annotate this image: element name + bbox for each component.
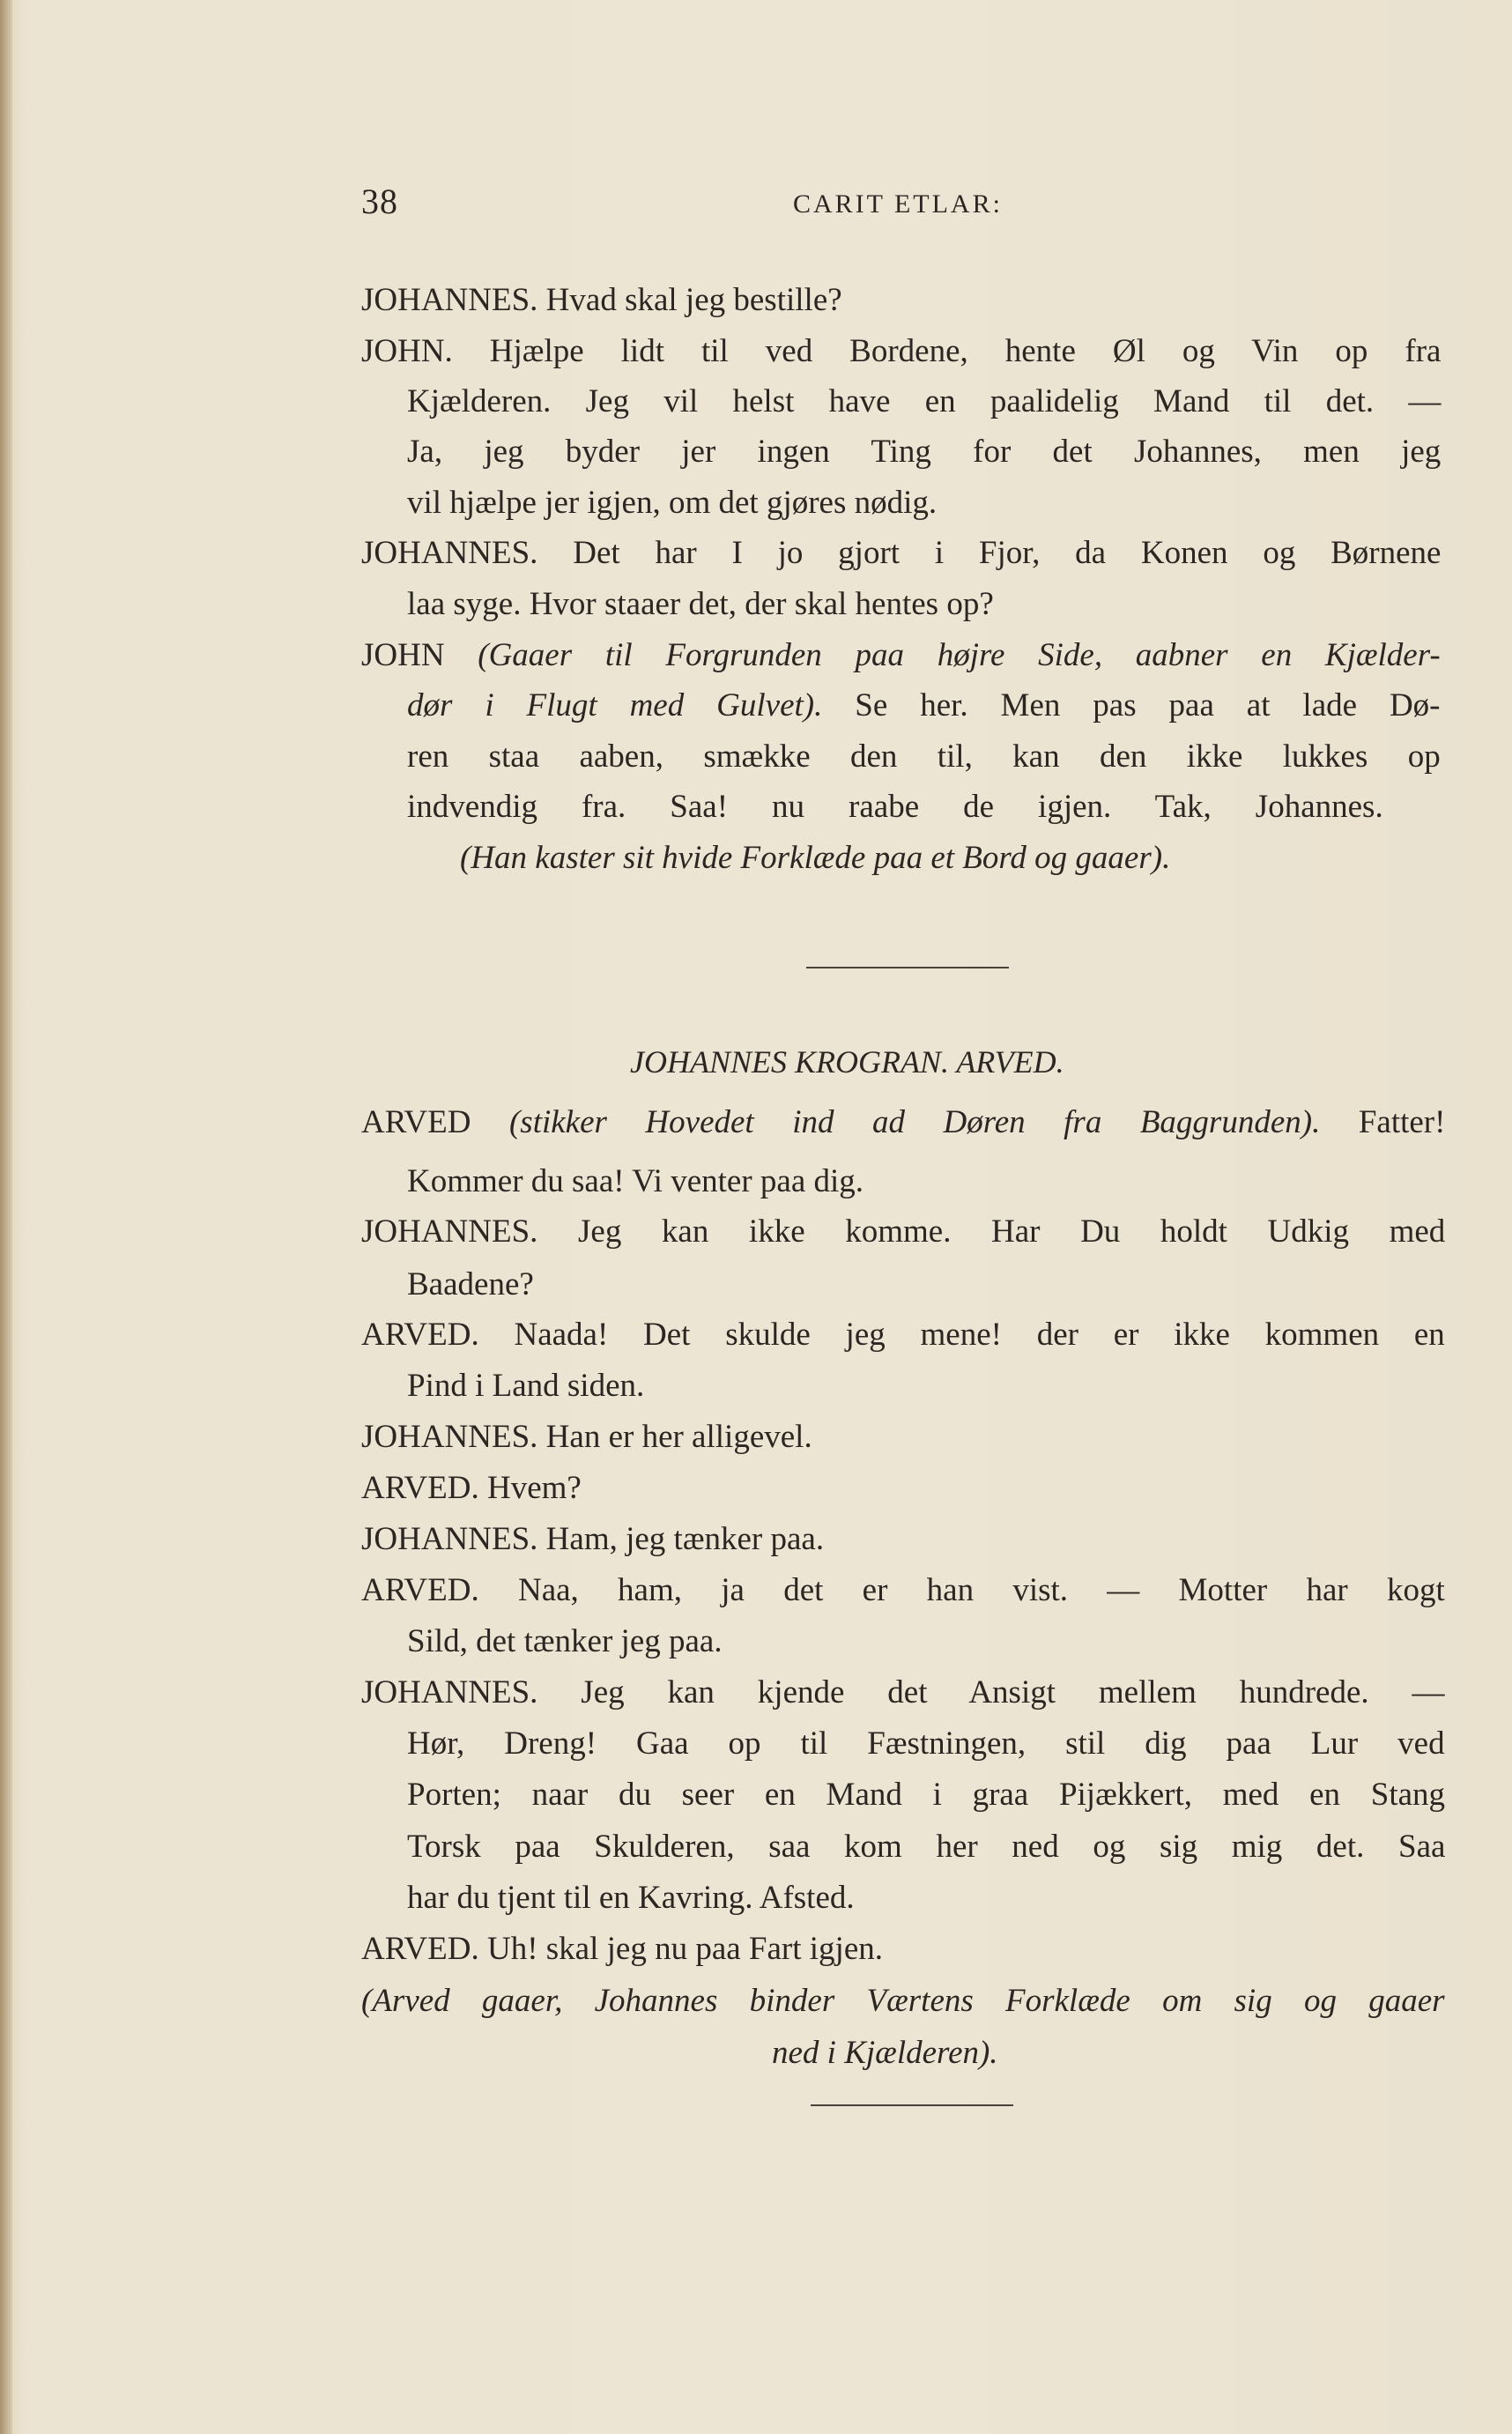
text-line: [407, 435, 1441, 468]
dialogue-text: ARVED. Naa, ham, ja det er han vist. — Motter har kogt: [361, 1572, 1445, 1608]
stage-direction: ned i Kjælderen).: [772, 2035, 998, 2071]
text-line: [407, 1268, 534, 1301]
text-line: [407, 1778, 1445, 1811]
dialogue-text: laa syge. Hvor staaer det, der skal hentes op?: [407, 586, 994, 622]
stage-direction: (Gaaer til Forgrunden paa højre Side, aabner en Kjælder-: [478, 637, 1441, 673]
text-line: [407, 689, 1441, 722]
text-line: [407, 1369, 644, 1402]
text-line: [407, 385, 1441, 418]
dialogue-text: Kommer du saa! Vi venter paa dig.: [407, 1163, 864, 1199]
text-line: [361, 1985, 1445, 2017]
dialogue-text: ARVED. Hvem?: [361, 1470, 582, 1506]
stage-direction: (Arved gaaer, Johannes binder Værtens Forklæde om sig og gaaer: [361, 1983, 1445, 2019]
dialogue-text: JOHANNES. Hvad skal jeg bestille?: [361, 282, 842, 318]
text-line: [361, 1523, 824, 1555]
section-divider-bottom: [811, 2104, 1013, 2106]
text-line: [407, 740, 1441, 773]
dialogue-text: Se her. Men pas paa at lade Dø-: [822, 687, 1441, 724]
text-line: [407, 1165, 863, 1198]
text-line: [361, 1676, 1445, 1709]
page-spine-edge: [0, 0, 12, 2434]
text-line: [361, 1574, 1445, 1607]
text-line: [460, 842, 1170, 874]
scene-2-heading: JOHANNES KROGRAN. ARVED.: [630, 1044, 1064, 1080]
dialogue-text: ARVED. Naada! Det skulde jeg mene! der er ikke kommen en: [361, 1317, 1445, 1353]
text-line: [407, 1881, 855, 1914]
dialogue-text: JOHANNES. Jeg kan kjende det Ansigt mellem hundrede. —: [361, 1674, 1445, 1710]
dialogue-text: Baadene?: [407, 1266, 534, 1302]
text-line: [772, 2037, 998, 2069]
text-line: [361, 639, 1441, 672]
text-line: [361, 335, 1441, 367]
text-line: [407, 486, 937, 519]
page-number: 38: [361, 182, 398, 221]
dialogue-text: Sild, det tænker jeg paa.: [407, 1623, 723, 1659]
text-line: [361, 1106, 1445, 1139]
dialogue-text: ARVED: [361, 1104, 509, 1140]
page-header: [361, 181, 1172, 225]
dialogue-text: JOHANNES. Ham, jeg tænker paa.: [361, 1521, 825, 1557]
dialogue-text: JOHANNES. Det har I jo gjort i Fjor, da Konen og Børnene: [361, 535, 1442, 571]
text-line: [361, 1933, 883, 1965]
dialogue-text: Ja, jeg byder jer ingen Ting for det Johannes, men jeg: [407, 434, 1442, 470]
dialogue-text: ARVED. Uh! skal jeg nu paa Fart igjen.: [361, 1931, 883, 1967]
dialogue-text: JOHANNES. Jeg kan ikke komme. Har Du holdt Udkig med: [361, 1213, 1446, 1250]
text-line: [361, 1318, 1445, 1351]
text-line: [407, 1625, 723, 1658]
running-title: CARIT ETLAR:: [793, 189, 1003, 219]
text-line: [361, 1472, 582, 1504]
text-line: [361, 537, 1441, 569]
dialogue-text: ren staa aaben, smække den til, kan den ikke lukkes op: [407, 738, 1441, 775]
dialogue-text: Porten; naar du seer en Mand i graa Pijækkert, med en Stang: [407, 1777, 1446, 1813]
dialogue-text: vil hjælpe jer igjen, om det gjøres nødig.: [407, 485, 938, 521]
stage-direction: dør i Flugt med Gulvet).: [407, 687, 823, 724]
text-line: [407, 1830, 1445, 1863]
dialogue-text: JOHANNES. Han er her alligevel.: [361, 1419, 812, 1455]
dialogue-text: JOHN: [361, 637, 478, 673]
dialogue-text: Hør, Dreng! Gaa op til Fæstningen, stil dig paa Lur ved: [407, 1725, 1445, 1762]
dialogue-text: har du tjent til en Kavring. Afsted.: [407, 1880, 855, 1916]
dialogue-text: Fatter!: [1320, 1104, 1446, 1140]
text-line: [407, 1727, 1445, 1760]
text-line: [361, 1215, 1445, 1248]
dialogue-text: Pind i Land siden.: [407, 1368, 645, 1404]
text-line: [361, 1421, 812, 1453]
section-divider-top: [806, 967, 1009, 968]
dialogue-text: Torsk paa Skulderen, saa kom her ned og sig mig det. Saa: [407, 1829, 1446, 1865]
text-line: [407, 588, 994, 620]
stage-direction: (stikker Hovedet ind ad Døren fra Baggrunden).: [508, 1104, 1321, 1140]
stage-direction: (Han kaster sit hvide Forklæde paa et Bord og gaaer).: [460, 840, 1171, 876]
text-line: [361, 284, 842, 316]
dialogue-text: JOHN. Hjælpe lidt til ved Bordene, hente Øl og Vin op fra: [361, 333, 1442, 369]
dialogue-text: Kjælderen. Jeg vil helst have en paalidelig Mand til det. —: [407, 383, 1442, 419]
text-line: [407, 790, 1383, 823]
dialogue-text: indvendig fra. Saa! nu raabe de igjen. Tak, Johannes.: [407, 789, 1383, 825]
